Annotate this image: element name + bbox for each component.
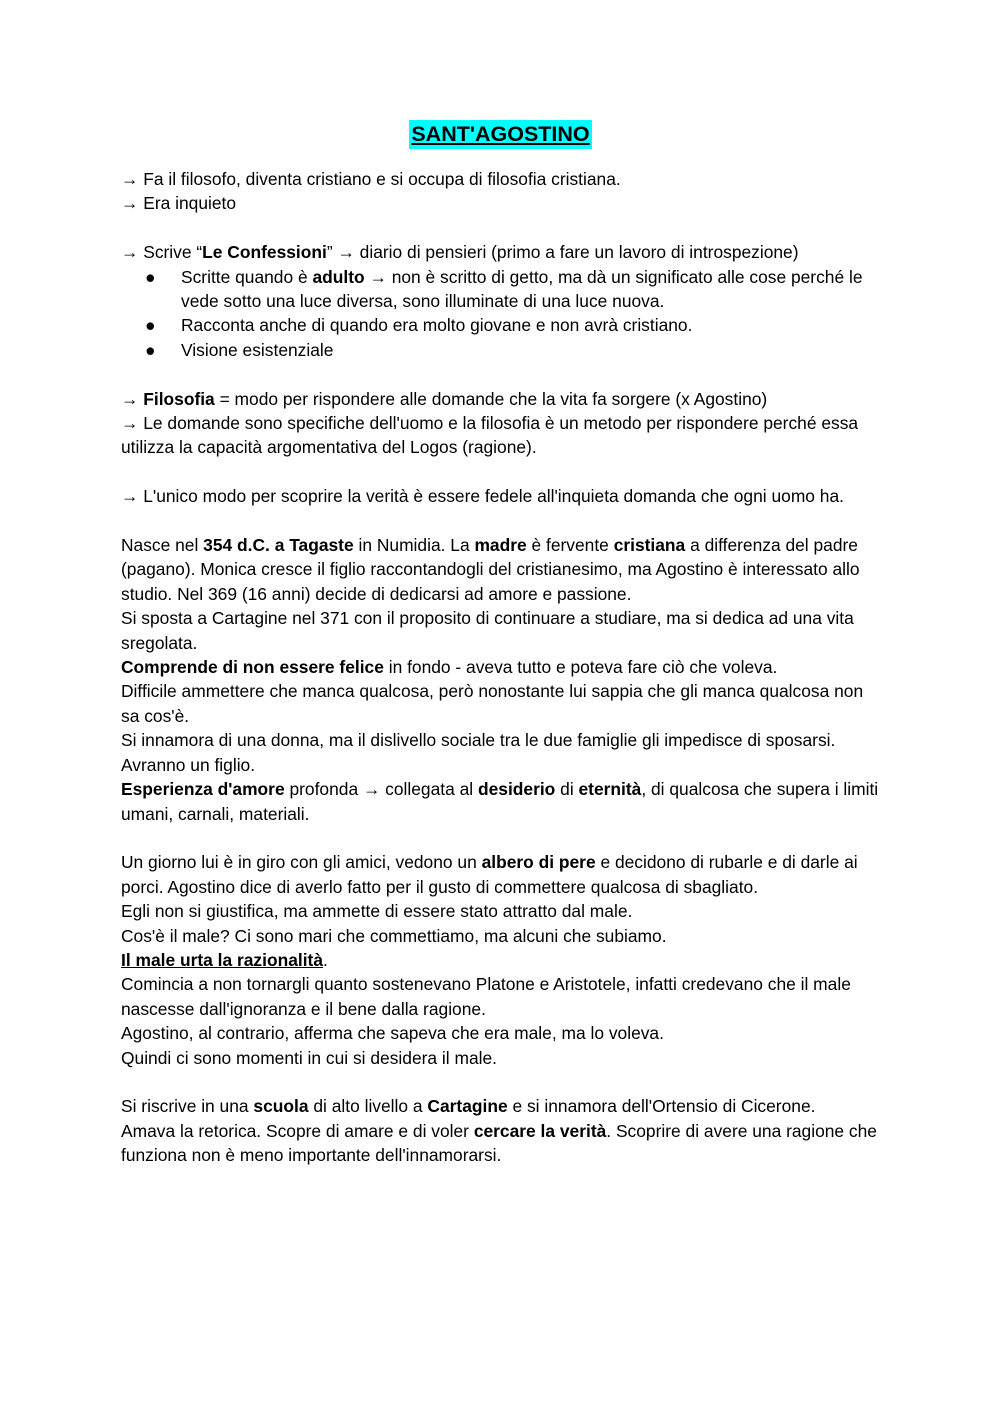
verita-line (121, 484, 880, 508)
text: Era inquieto (138, 193, 237, 214)
bio-line-4: Difficile ammettere che manca qualcosa, però nonostante lui sappia che gli manca qualcosa non sa cos'è. (121, 681, 864, 726)
bold-text: Le Confessioni (202, 242, 327, 263)
male-line-5: Comincia a non tornargli quanto sostenevano Platone e Aristotele, infatti credevano che il male nascesse dall'ignoranza e il bene dalla ragione. (121, 974, 851, 1019)
text: e si innamora dell'Ortensio di Cicerone. (507, 1096, 816, 1117)
bold-text: Filosofia (143, 388, 215, 409)
spacer (121, 460, 880, 484)
text: profonda → collegata al (284, 779, 478, 800)
arrow-glyph: → (121, 169, 139, 189)
spacer (121, 1070, 880, 1094)
bold-text: Cartagine (427, 1096, 508, 1117)
bold-text: adulto (312, 266, 365, 287)
text: Un giorno lui è in giro con gli amici, vedono un (121, 852, 482, 873)
bio-line-6 (121, 777, 880, 826)
text: Le domande sono specifiche dell'uomo e la filosofia è un metodo per rispondere perché essa utilizza la capacità argomentativa del Logos (ragione). (121, 413, 859, 458)
text: in fondo - aveva tutto e poteva fare ciò che voleva. (383, 657, 778, 678)
text: Si riscrive in una (121, 1096, 254, 1117)
text: a differenza del padre (pagano). Monica cresce il figlio raccontandogli del cristianesimo, ma Agostino è interessato allo studio. Nel 369 (16 anni) decide di dedicarsi ad amore e passione. (121, 535, 860, 604)
page-title: SANT'AGOSTINO (409, 120, 591, 149)
bold-underlined-text: Il male urta la razionalità (121, 949, 323, 970)
text: . Scoprire di avere una ragione che funziona non è meno importante dell'innamorarsi. (121, 1120, 877, 1166)
bullet-icon: ● (145, 266, 156, 287)
bold-text: 354 d.C. a Tagaste (203, 535, 354, 556)
text: = modo per rispondere alle domande che la vita fa sorgere (x Agostino) (214, 388, 768, 409)
text: di alto livello a (308, 1096, 428, 1117)
text: Amava la retorica. Scopre di amare e di voler (121, 1120, 474, 1141)
text: Scritte quando è (181, 266, 313, 287)
text: Fa il filosofo, diventa cristiano e si occupa di filosofia cristiana. (138, 169, 621, 189)
list-item (145, 338, 880, 362)
text: → non è scritto di getto, ma dà un significato alle cose perché le vede sotto una luce diversa, sono illuminate di una luce nuova. (181, 266, 863, 312)
bold-text: scuola (253, 1096, 309, 1117)
text: ” → diario di pensieri (primo a fare un lavoro di introspezione) (326, 242, 799, 263)
confessioni-list (121, 265, 880, 363)
scuola-line-1 (121, 1094, 880, 1118)
filosofia-line-1 (121, 387, 880, 411)
text: in Numidia. La (353, 535, 475, 556)
text: . (323, 949, 328, 970)
arrow-glyph: → (121, 242, 139, 263)
male-line-6: Agostino, al contrario, afferma che sapeva che era male, ma lo voleva. (121, 1023, 664, 1044)
list-item (145, 265, 880, 314)
spacer (121, 509, 880, 533)
arrow-glyph: → (121, 388, 139, 409)
bio-line-5: Si innamora di una donna, ma il dislivello sociale tra le due famiglie gli impedisce di sposarsi. Avranno un figlio. (121, 730, 836, 775)
filosofia-line-2 (121, 411, 880, 460)
title-wrap (121, 120, 880, 149)
text: L'unico modo per scoprire la verità è essere fedele all'inquieta domanda che ogni uomo ha. (138, 486, 844, 507)
text: e decidono di rubarle e di darle ai porci. Agostino dice di averlo fatto per il gusto di commettere qualcosa di sbagliato. (121, 852, 858, 897)
text: , di qualcosa che supera i limiti umani, carnali, materiali. (121, 779, 879, 824)
spacer (121, 216, 880, 240)
text: Scrive “ (138, 242, 203, 263)
text: Racconta anche di quando era molto giovane e non avrà cristiano. (181, 315, 693, 336)
bold-text: Comprende di non essere felice (121, 657, 384, 678)
text: di (555, 779, 579, 800)
bold-text: cristiana (613, 535, 686, 556)
spacer (121, 826, 880, 850)
bold-text: cercare la verità (473, 1120, 607, 1141)
bullet-icon: ● (145, 339, 156, 360)
bullet-icon: ● (145, 315, 156, 336)
list-item (145, 313, 880, 337)
intro-line-1 (121, 167, 880, 191)
text: è fervente (526, 535, 614, 556)
male-line-7: Quindi ci sono momenti in cui si desidera il male. (121, 1047, 497, 1068)
male-line-2: Egli non si giustifica, ma ammette di essere stato attratto dal male. (121, 901, 633, 922)
spacer (121, 362, 880, 386)
arrow-glyph: → (121, 193, 139, 214)
intro-line-2 (121, 191, 880, 215)
confessioni-line (121, 240, 880, 264)
bold-text: Esperienza d'amore (121, 779, 285, 800)
bio-paragraph (121, 533, 880, 606)
text: Visione esistenziale (181, 339, 334, 360)
bold-text: desiderio (477, 779, 556, 800)
scuola-line-2 (121, 1119, 880, 1168)
male-line-4 (121, 948, 880, 972)
text: Nasce nel (121, 535, 204, 556)
bio-line-2: Si sposta a Cartagine nel 371 con il proposito di continuare a studiare, ma si dedica ad una vita sregolata. (121, 608, 854, 653)
bold-text: eternità (578, 779, 642, 800)
male-line-3: Cos'è il male? Ci sono mari che commettiamo, ma alcuni che subiamo. (121, 925, 667, 946)
bio-line-3 (121, 655, 880, 679)
male-line-1 (121, 850, 880, 899)
arrow-glyph: → (121, 413, 139, 434)
bold-text: madre (474, 535, 527, 556)
arrow-glyph: → (121, 486, 139, 507)
bold-text: albero di pere (481, 852, 596, 873)
